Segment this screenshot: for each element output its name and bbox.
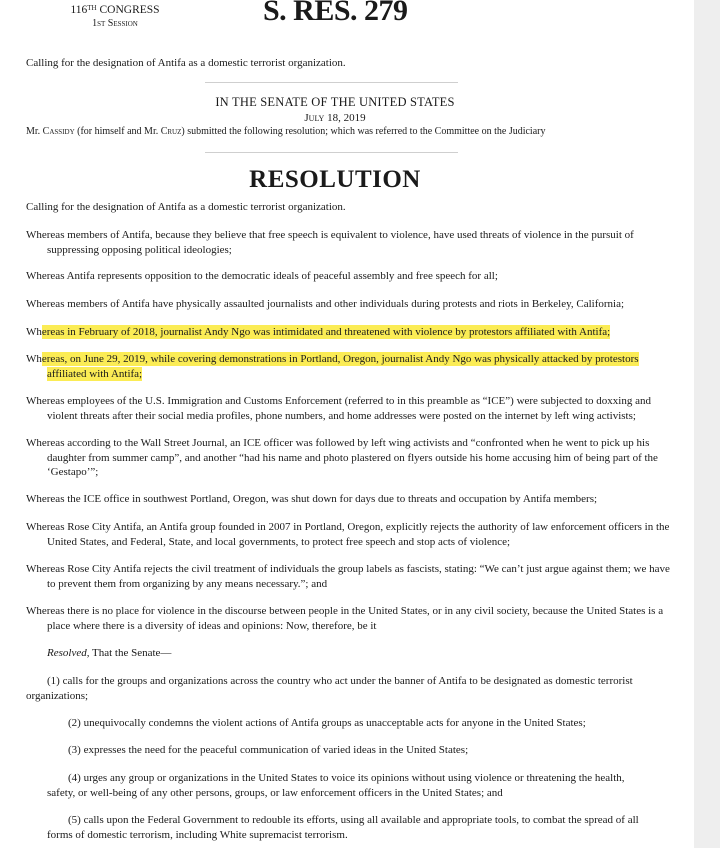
- session-line: 1st Session: [92, 18, 138, 29]
- resolution-clause-3: (3) expresses the need for the peaceful communication of varied ideas in the United States;: [68, 744, 469, 756]
- whereas-clause: Whereas there is no place for violence in the discourse between people in the United States, or in any civil society, because the United States is a place where there is a diversity of ideas and opinions: Now, therefore, be it: [26, 605, 664, 632]
- whereas-clause: Whereas the ICE office in southwest Portland, Oregon, was shut down for days due to threats and occupation by Antifa members;: [26, 493, 598, 505]
- whereas-clause: Whereas members of Antifa, because they believe that free speech is equivalent to violence, have used threats of violence in the pursuit of suppressing opposing political ideologies;: [26, 229, 634, 256]
- whereas-clause: Whereas employees of the U.S. Immigration and Customs Enforcement (referred to in this preamble as “ICE”) were subjected to doxxing and violent threats after their social media profiles, phone numbers, and home addresses were posted on the internet by left wing activists;: [26, 395, 651, 422]
- highlighted-whereas-clause: Whereas, on June 29, 2019, while covering demonstrations in Portland, Oregon, journalist Andy Ngo was physically attacked by protestors affiliated with Antifa;: [26, 353, 639, 380]
- resolution-clause-2: (2) unequivocally condemns the violent actions of Antifa groups as unacceptable acts for anyone in the United States;: [68, 717, 586, 729]
- divider-top: [205, 82, 458, 83]
- divider-bottom: [205, 152, 458, 153]
- page-margin-strip: [694, 0, 720, 848]
- whereas-clause: Whereas Antifa represents opposition to the democratic ideals of peaceful assembly and free speech for all;: [26, 270, 498, 282]
- bill-summary: Calling for the designation of Antifa as a domestic terrorist organization.: [26, 57, 346, 69]
- resolved-clause: Resolved, That the Senate—: [47, 647, 172, 659]
- resolution-heading: RESOLUTION: [249, 166, 421, 193]
- congress-line: 116TH CONGRESS: [70, 4, 160, 16]
- sponsor-line: Mr. Cassidy (for himself and Mr. Cruz) submitted the following resolution; which was referred to the Committee on the Judiciary: [26, 126, 546, 137]
- bill-number: S. RES. 279: [263, 0, 408, 27]
- text-highlight: ereas, on June 29, 2019, while covering demonstrations in Portland, Oregon, journalist Andy Ngo was physically attacked by protestors affiliated with Antifa;: [41, 353, 639, 380]
- whereas-clause: Whereas according to the Wall Street Journal, an ICE officer was followed by left wing activists and “confronted when he went to pick up his daughter from summer camp”, and another “had his name and photo plastered on flyers outside his home accusing him of being part of the ‘Gestapo’”;: [26, 437, 658, 478]
- introduced-date: July 18, 2019: [304, 112, 366, 124]
- resolution-clause-5: (5) calls upon the Federal Government to redouble its efforts, using all available and appropriate tools, to combat the spread of all forms of domestic terrorism, including White supremacist terrorism.: [47, 814, 639, 841]
- highlighted-whereas-clause: Whereas in February of 2018, journalist Andy Ngo was intimidated and threatened with violence by protestors affiliated with Antifa;: [26, 326, 611, 338]
- resolution-summary: Calling for the designation of Antifa as a domestic terrorist organization.: [26, 201, 346, 213]
- whereas-clause: Whereas members of Antifa have physically assaulted journalists and other individuals during protests and riots in Berkeley, California;: [26, 298, 625, 310]
- resolution-clause-4: (4) urges any group or organizations in the United States to voice its opinions without using violence or threatening the health, safety, or well-being of any other persons, groups, or law enforcement officers in the United States; and: [47, 772, 625, 799]
- whereas-clause: Whereas Rose City Antifa rejects the civil treatment of individuals the group labels as fascists, stating: “We can’t just argue against them; we have to prevent them from organizing by any means necessary.”; and: [26, 563, 670, 590]
- whereas-clause: Whereas Rose City Antifa, an Antifa group founded in 2007 in Portland, Oregon, explicitly rejects the authority of law enforcement officers in the United States, and Federal, State, and local governments, to protect free speech and stop acts of violence;: [26, 521, 670, 548]
- resolution-clause-1: (1) calls for the groups and organizations across the country who act under the banner of Antifa to be designated as domestic terrorist organizations;: [26, 675, 633, 702]
- senate-heading: IN THE SENATE OF THE UNITED STATES: [215, 95, 455, 109]
- congress-session-label: [60, 2, 170, 30]
- text-highlight: ereas in February of 2018, journalist Andy Ngo was intimidated and threatened with violence by protestors affiliated with Antifa;: [41, 326, 611, 338]
